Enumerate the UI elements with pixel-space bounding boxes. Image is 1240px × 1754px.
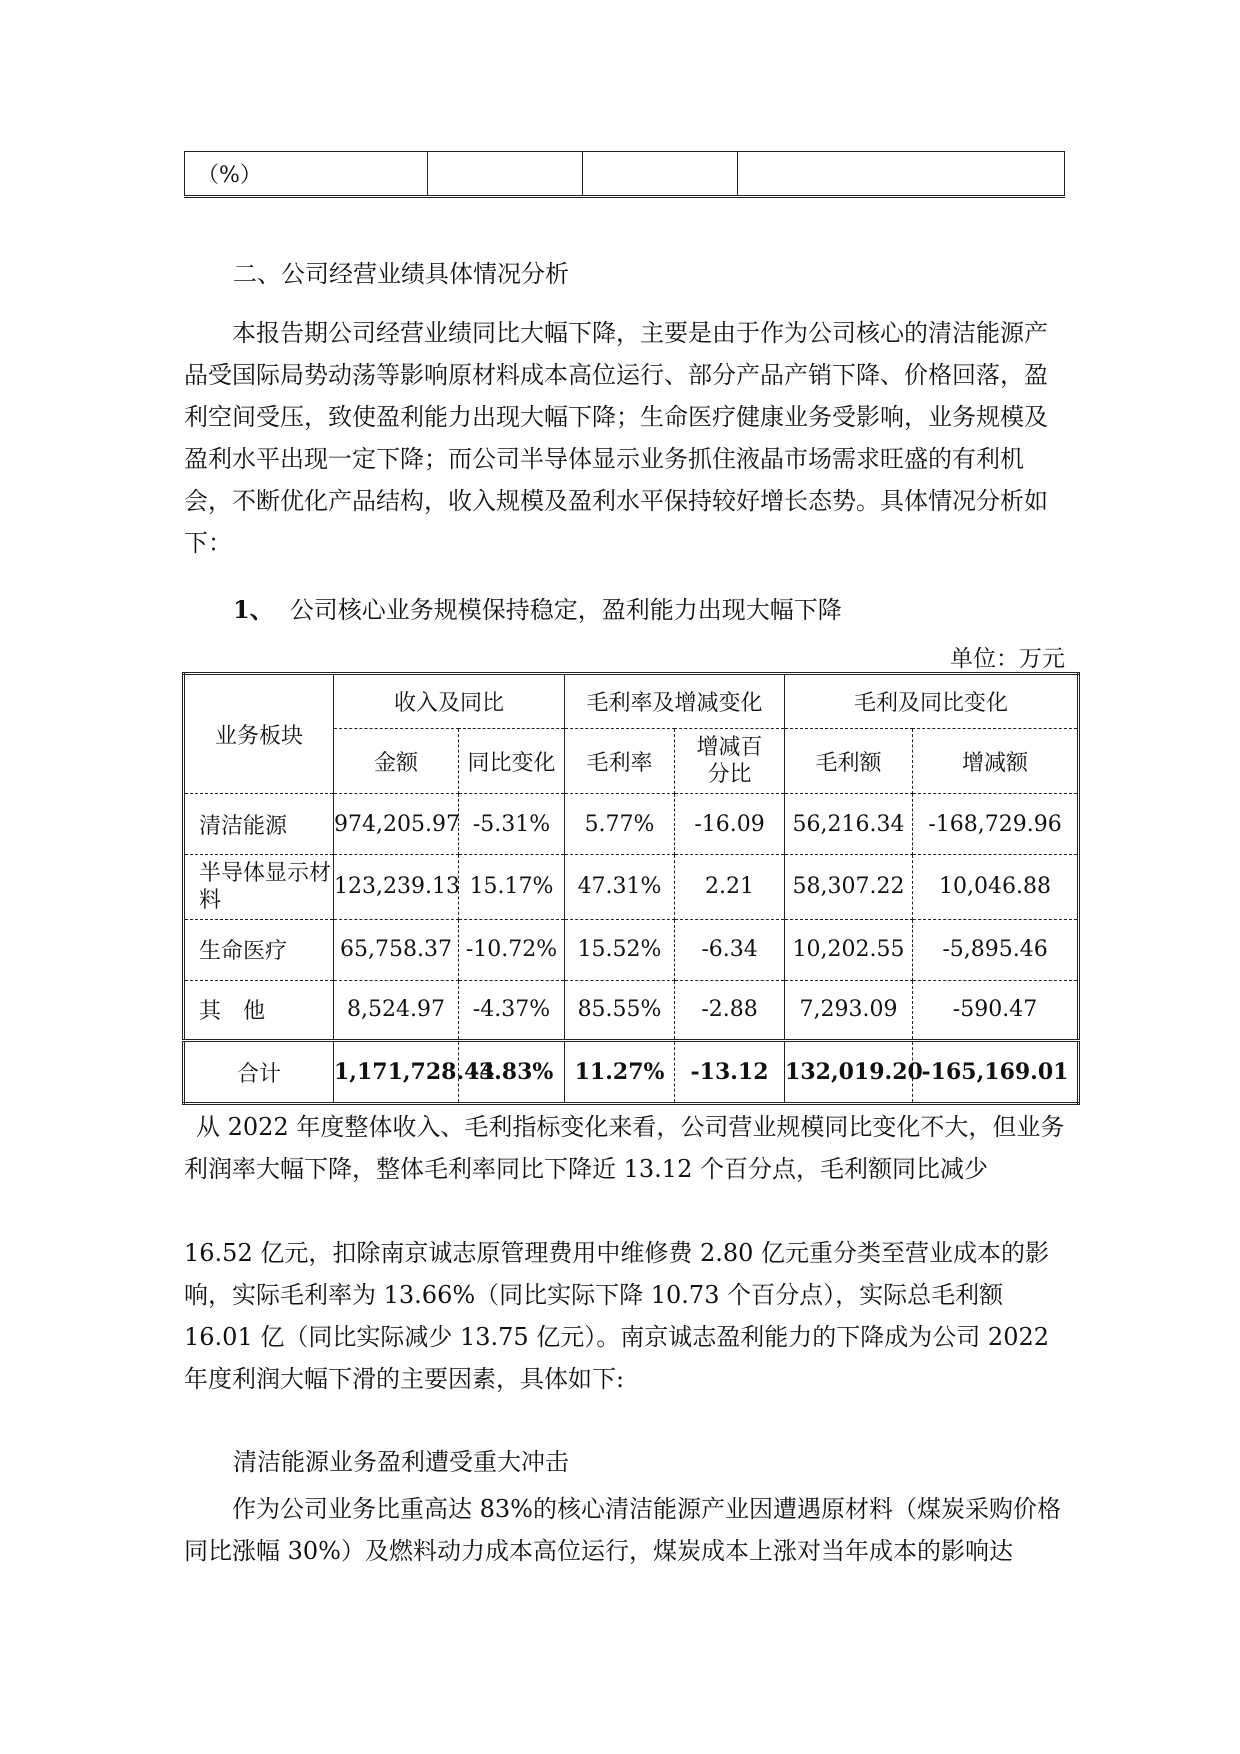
- cell-margin-change: -16.09: [675, 794, 785, 855]
- paragraph-clean-energy: 作为公司业务比重高达 83%的核心清洁能源产业因遭遇原材料（煤炭采购价格同比涨幅 30%）及燃料动力成本高位运行，煤炭成本上涨对当年成本的影响达: [184, 1495, 1061, 1565]
- header-margin: 毛利率: [565, 728, 675, 794]
- cell-amount: 8,524.97: [334, 980, 459, 1041]
- total-profit: 132,019.20: [785, 1041, 913, 1104]
- header-yoy: 同比变化: [459, 728, 565, 794]
- total-profit-change: -165,169.01: [913, 1041, 1079, 1104]
- cell-margin-change: -6.34: [675, 919, 785, 980]
- cell-margin: 47.31%: [565, 855, 675, 920]
- cell-profit-change: -5,895.46: [913, 919, 1079, 980]
- cell-profit-change: -590.47: [913, 980, 1079, 1041]
- header-amount: 金额: [334, 728, 459, 794]
- top-table-cell: [738, 152, 1065, 197]
- total-label: 合计: [184, 1041, 334, 1104]
- subsection-number: 1、: [233, 595, 274, 624]
- subsection-title-text: 公司核心业务规模保持稳定，盈利能力出现大幅下降: [289, 596, 842, 624]
- table-row: [184, 919, 1079, 980]
- cell-amount: 974,205.97: [334, 794, 459, 855]
- row-segment: 生命医疗: [184, 919, 334, 980]
- paragraph-analysis: 从 2022 年度整体收入、毛利指标变化来看，公司营业规模同比变化不大，但业务利润率大幅下降，整体毛利率同比下降近 13.12 个百分点，毛利额同比减少: [184, 1113, 1065, 1183]
- table-row: [184, 794, 1079, 855]
- table-total-row: [184, 1041, 1079, 1104]
- unit-label: 单位：万元: [950, 646, 1065, 672]
- paragraph-overview: 本报告期公司经营业绩同比大幅下降，主要是由于作为公司核心的清洁能源产品受国际局势动荡等影响原材料成本高位运行、部分产品产销下降、价格回落，盈利空间受压，致使盈利能力出现大幅下降；生命医疗健康业务受影响，业务规模及盈利水平出现一定下降；而公司半导体显示业务抓住液晶市场需求旺盛的有利机会，不断优化产品结构，收入规模及盈利水平保持较好增长态势。具体情况分析如下：: [184, 319, 1048, 557]
- total-amount: 1,171,728.44: [334, 1041, 459, 1104]
- top-table-cell: [583, 152, 738, 197]
- cell-profit: 56,216.34: [785, 794, 913, 855]
- header-group-profit: 毛利及同比变化: [785, 674, 1079, 729]
- cell-margin-change: -2.88: [675, 980, 785, 1041]
- table-header-row: [184, 674, 1079, 729]
- table-row: [184, 855, 1079, 920]
- cell-yoy: -5.31%: [459, 794, 565, 855]
- cell-margin-change: 2.21: [675, 855, 785, 920]
- cell-profit: 10,202.55: [785, 919, 913, 980]
- subsection-title: [233, 592, 1114, 628]
- cell-profit: 58,307.22: [785, 855, 913, 920]
- header-group-revenue: 收入及同比: [334, 674, 565, 729]
- header-profit: 毛利额: [785, 728, 913, 794]
- cell-margin: 5.77%: [565, 794, 675, 855]
- total-margin: 11.27%: [565, 1041, 675, 1104]
- business-segment-table: [182, 672, 1080, 1105]
- total-margin-change: -13.12: [675, 1041, 785, 1104]
- top-table-cell: [428, 152, 583, 197]
- cell-yoy: -4.37%: [459, 980, 565, 1041]
- header-profit-change: 增减额: [913, 728, 1079, 794]
- cell-yoy: -10.72%: [459, 919, 565, 980]
- subheading-clean-energy: 清洁能源业务盈利遭受重大冲击: [233, 1448, 569, 1476]
- header-margin-change: 增减百分比: [675, 728, 785, 794]
- section-heading: 二、公司经营业绩具体情况分析: [233, 260, 569, 288]
- cell-amount: 65,758.37: [334, 919, 459, 980]
- cell-amount: 123,239.13: [334, 855, 459, 920]
- cell-profit-change: -168,729.96: [913, 794, 1079, 855]
- cell-profit-change: 10,046.88: [913, 855, 1079, 920]
- header-group-margin: 毛利率及增减变化: [565, 674, 785, 729]
- row-segment: 其 他: [184, 980, 334, 1041]
- cell-yoy: 15.17%: [459, 855, 565, 920]
- cell-margin: 15.52%: [565, 919, 675, 980]
- top-table-cell-unit: （%）: [185, 152, 428, 197]
- row-segment: 清洁能源: [184, 794, 334, 855]
- paragraph-analysis-continued: 16.52 亿元，扣除南京诚志原管理费用中维修费 2.80 亿元重分类至营业成本的影响，实际毛利率为 13.66%（同比实际下降 10.73 个百分点），实际总毛利额16.01 亿（同比实际减少 13.75 亿元）。南京诚志盈利能力的下降成为公司 2022 年度利润大幅下滑的主要因素，具体如下:: [184, 1239, 1050, 1393]
- total-yoy: -3.83%: [459, 1041, 565, 1104]
- row-segment: 半导体显示材料: [184, 855, 334, 920]
- table-row: [184, 980, 1079, 1041]
- cell-profit: 7,293.09: [785, 980, 913, 1041]
- top-fragment-table: [184, 151, 1065, 198]
- header-segment: 业务板块: [184, 674, 334, 794]
- cell-margin: 85.55%: [565, 980, 675, 1041]
